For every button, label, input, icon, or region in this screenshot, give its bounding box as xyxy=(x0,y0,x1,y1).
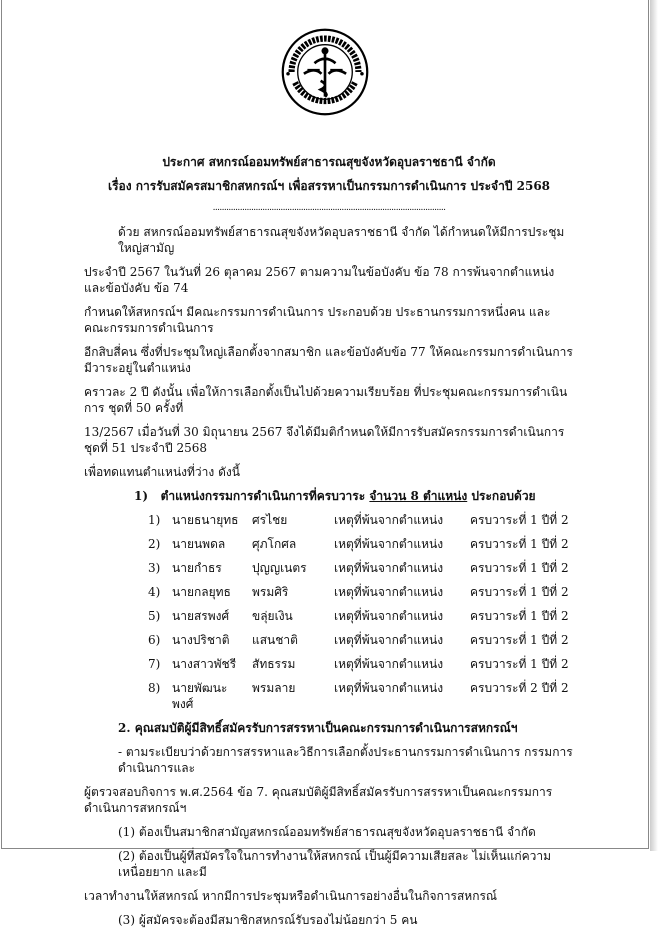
last-name: ปุญญเนตร xyxy=(252,561,307,575)
announcement-document xyxy=(84,150,574,932)
section1-heading-tail: ประกอบด้วย xyxy=(471,489,536,503)
first-name: นางปริชาติ xyxy=(172,633,230,647)
reason: เหตุที่พ้นจากตำแหน่ง xyxy=(334,657,444,671)
last-name: แสนชาติ xyxy=(252,633,298,647)
row-number: 5) xyxy=(148,609,161,623)
director-row xyxy=(148,556,574,580)
section2-line: (3) ผู้สมัครจะต้องมีสมาชิกสหกรณ์รับรองไม่น้อยกว่า 5 คน xyxy=(118,913,418,927)
section2-line: เวลาทำงานให้สหกรณ์ หากมีการประชุมหรือดำเนินการอย่างอื่นในกิจการสหกรณ์ xyxy=(84,889,498,903)
retiring-directors-list xyxy=(84,508,574,716)
intro-line: กำหนดให้สหกรณ์ฯ มีคณะกรรมการดำเนินการ ประกอบด้วย ประธานกรรมการหนึ่งคน และคณะกรรมการดำเนินการ xyxy=(84,305,551,335)
term: ครบวาระที่ 1 ปีที่ 2 xyxy=(470,633,569,647)
director-row xyxy=(148,652,574,676)
row-number: 2) xyxy=(148,537,161,551)
director-row xyxy=(148,604,574,628)
cooperative-seal-logo xyxy=(281,28,369,116)
term: ครบวาระที่ 1 ปีที่ 2 xyxy=(470,609,569,623)
first-name: นายกำธร xyxy=(172,561,222,575)
term: ครบวาระที่ 1 ปีที่ 2 xyxy=(470,513,569,527)
term: ครบวาระที่ 1 ปีที่ 2 xyxy=(470,561,569,575)
first-name: นายพัฒนะพงศ์ xyxy=(172,681,228,711)
first-name: นายธนายุทธ xyxy=(172,513,239,527)
term: ครบวาระที่ 1 ปีที่ 2 xyxy=(470,585,569,599)
intro-line: อีกสิบสี่คน ซึ่งที่ประชุมใหญ่เลือกตั้งจากสมาชิก และข้อบังคับข้อ 77 ให้คณะกรรมการดำเนินการมีวาระอยู่ในตำแหน่ง xyxy=(84,345,573,375)
first-name: นายสรพงศ์ xyxy=(172,609,230,623)
announcement-subject: เรื่อง การรับสมัครสมาชิกสหกรณ์ฯ เพื่อสรรหาเป็นกรรมการดำเนินการ ประจำปี 2568 xyxy=(107,179,551,193)
page-shadow xyxy=(650,0,658,851)
last-name: ศุภโกศล xyxy=(252,537,297,551)
term: ครบวาระที่ 1 ปีที่ 2 xyxy=(470,537,569,551)
section2-line: (1) ต้องเป็นสมาชิกสามัญสหกรณ์ออมทรัพย์สาธารณสุขจังหวัดอุบลราชธานี จำกัด xyxy=(118,825,536,839)
last-name: พรมลาย xyxy=(252,681,296,695)
director-row xyxy=(148,508,574,532)
term: ครบวาระที่ 2 ปีที่ 2 xyxy=(470,681,569,695)
section2-heading: 2. คุณสมบัติผู้มีสิทธิ์สมัครรับการสรรหาเป็นคณะกรรมการดำเนินการสหกรณ์ฯ xyxy=(118,721,518,735)
section1-heading-text: ตำแหน่งกรรมการดำเนินการที่ครบวาระ xyxy=(160,489,366,503)
intro-line: เพื่อทดแทนตำแหน่งที่ว่าง ดังนี้ xyxy=(84,465,240,479)
divider-dots: ....................................................................................................... xyxy=(212,203,446,213)
section1-number: 1) xyxy=(134,489,149,503)
intro-line: ประจำปี 2567 ในวันที่ 26 ตุลาคม 2567 ตามความในข้อบังคับ ข้อ 78 การพ้นจากตำแหน่ง และข้อบังคับ ข้อ 74 xyxy=(84,265,555,295)
intro-line: ด้วย สหกรณ์ออมทรัพย์สาธารณสุขจังหวัดอุบลราชธานี จำกัด ได้กำหนดให้มีการประชุมใหญ่สามัญ xyxy=(118,225,565,255)
first-name: นางสาวพัชรี xyxy=(172,657,237,671)
last-name: สัทธรรม xyxy=(252,657,296,671)
row-number: 1) xyxy=(148,513,161,527)
reason: เหตุที่พ้นจากตำแหน่ง xyxy=(334,609,444,623)
reason: เหตุที่พ้นจากตำแหน่ง xyxy=(334,585,444,599)
director-row xyxy=(148,628,574,652)
intro-line: 13/2567 เมื่อวันที่ 30 มิถุนายน 2567 จึงได้มีมติกำหนดให้มีการรับสมัครกรรมการดำเนินการ ชุดที่ 51 ประจำปี 2568 xyxy=(84,425,565,455)
row-number: 3) xyxy=(148,561,161,575)
section2-line: (2) ต้องเป็นผู้ที่สมัครใจในการทำงานให้สหกรณ์ เป็นผู้มีความเสียสละ ไม่เห็นแก่ความเหนื่อยยาก และมี xyxy=(118,849,552,879)
section2-line: ผู้ตรวจสอบกิจการ พ.ศ.2564 ข้อ 7. คุณสมบัติผู้มีสิทธิ์สมัครรับการสรรหาเป็นคณะกรรมการดำเนินการสหกรณ์ฯ xyxy=(84,785,553,815)
intro-line: คราวละ 2 ปี ดังนั้น เพื่อให้การเลือกตั้งเป็นไปด้วยความเรียบร้อย ที่ประชุมคณะกรรมการดำเนินการ ชุดที่ 50 ครั้งที่ xyxy=(84,385,568,415)
reason: เหตุที่พ้นจากตำแหน่ง xyxy=(334,513,444,527)
row-number: 8) xyxy=(148,681,161,695)
announcement-title: ประกาศ สหกรณ์ออมทรัพย์สาธารณสุขจังหวัดอุบลราชธานี จำกัด xyxy=(162,155,496,169)
row-number: 4) xyxy=(148,585,161,599)
row-number: 7) xyxy=(148,657,161,671)
section1-heading xyxy=(84,484,574,508)
first-name: นายกลยุทธ xyxy=(172,585,231,599)
director-row xyxy=(148,532,574,556)
reason: เหตุที่พ้นจากตำแหน่ง xyxy=(334,561,444,575)
last-name: ขลุ่ยเงิน xyxy=(252,609,293,623)
intro-paragraph xyxy=(84,220,574,484)
term: ครบวาระที่ 1 ปีที่ 2 xyxy=(470,657,569,671)
section1-count: จำนวน 8 ตำแหน่ง xyxy=(369,489,468,503)
last-name: ศรไชย xyxy=(252,513,288,527)
reason: เหตุที่พ้นจากตำแหน่ง xyxy=(334,681,444,695)
reason: เหตุที่พ้นจากตำแหน่ง xyxy=(334,633,444,647)
section2-line: - ตามระเบียบว่าด้วยการสรรหาและวิธีการเลือกตั้งประธานกรรมการดำเนินการ กรรมการดำเนินการและ xyxy=(118,745,573,775)
director-row xyxy=(148,580,574,604)
first-name: นายนพดล xyxy=(172,537,226,551)
director-row xyxy=(148,676,574,716)
reason: เหตุที่พ้นจากตำแหน่ง xyxy=(334,537,444,551)
last-name: พรมศิริ xyxy=(252,585,289,599)
row-number: 6) xyxy=(148,633,161,647)
